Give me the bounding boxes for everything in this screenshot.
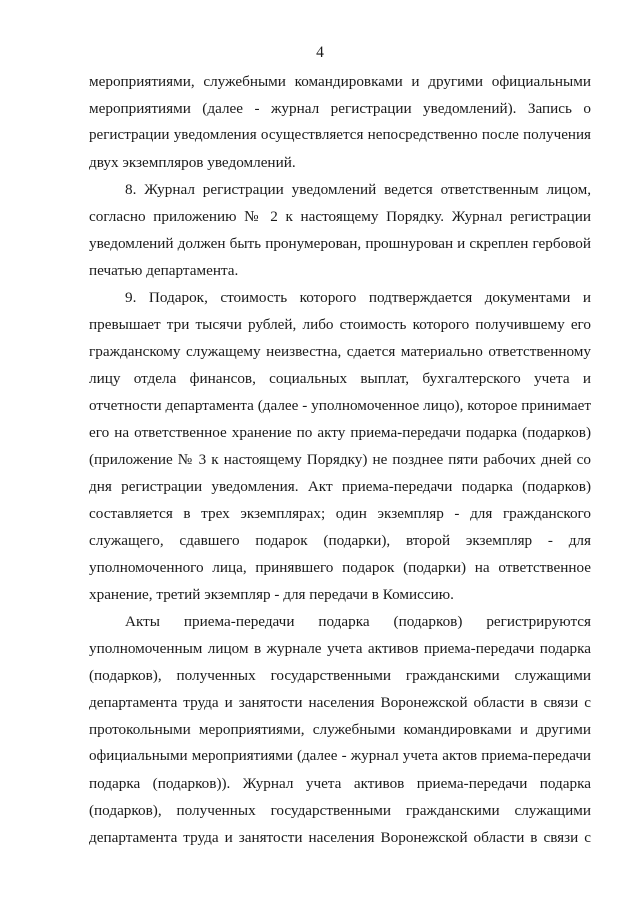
text-line: мероприятиями (далее - журнал регистрации уведомлений). Запись о [89, 100, 591, 117]
text-line: уполномоченного лица, принявшего подарок (подарки) на ответственное [89, 559, 591, 576]
text-line: составляется в трех экземплярах; один экземпляр - для гражданского [89, 505, 591, 522]
page-number: 4 [316, 44, 324, 61]
text-line: мероприятиями, служебными командировками и другими официальными [89, 73, 591, 90]
text-line: (приложение № 3 к настоящему Порядку) не позднее пяти рабочих дней со [89, 451, 591, 468]
text-line: 8. Журнал регистрации уведомлений ведется ответственным лицом, [125, 181, 591, 198]
text-line: официальными мероприятиями (далее - журнал учета актов приема-передачи [89, 748, 591, 764]
text-line: лицу отдела финансов, социальных выплат, бухгалтерского учета и [89, 370, 591, 387]
text-line: уведомлений должен быть пронумерован, прошнурован и скреплен гербовой [89, 235, 591, 252]
document-body [89, 68, 591, 851]
text-line: департамента труда и занятости населения Воронежской области в связи с [89, 829, 591, 846]
text-line: его на ответственное хранение по акту приема-передачи подарка (подарков) [89, 424, 591, 441]
text-line: превышает три тысячи рублей, либо стоимость которого получившему его [89, 316, 591, 333]
text-line: уполномоченным лицом в журнале учета активов приема-передачи подарка [89, 640, 591, 657]
text-line: подарка (подарков)). Журнал учета активов приема-передачи подарка [89, 775, 591, 792]
text-line: 9. Подарок, стоимость которого подтверждается документами и [125, 289, 591, 306]
text-line: дня регистрации уведомления. Акт приема-передачи подарка (подарков) [89, 478, 591, 495]
text-line: Акты приема-передачи подарка (подарков) регистрируются [125, 613, 591, 630]
text-line: протокольными мероприятиями, служебными командировками и другими [89, 721, 591, 738]
text-line: регистрации уведомления осуществляется непосредственно после получения [89, 127, 591, 143]
text-line: служащего, сдавшего подарок (подарки), второй экземпляр - для [89, 532, 591, 549]
text-line: отчетности департамента (далее - уполномоченное лицо), которое принимает [89, 397, 591, 414]
text-line: (подарков), полученных государственными гражданскими служащими [89, 802, 591, 819]
text-line: печатью департамента. [89, 262, 239, 279]
text-line: департамента труда и занятости населения Воронежской области в связи с [89, 694, 591, 711]
text-line: хранение, третий экземпляр - для передачи в Комиссию. [89, 586, 454, 603]
text-line: гражданскому служащему неизвестна, сдается материально ответственному [89, 343, 591, 360]
text-line: двух экземпляров уведомлений. [89, 154, 296, 171]
text-line: (подарков), полученных государственными гражданскими служащими [89, 667, 591, 684]
text-line: согласно приложению № 2 к настоящему Порядку. Журнал регистрации [89, 208, 591, 225]
